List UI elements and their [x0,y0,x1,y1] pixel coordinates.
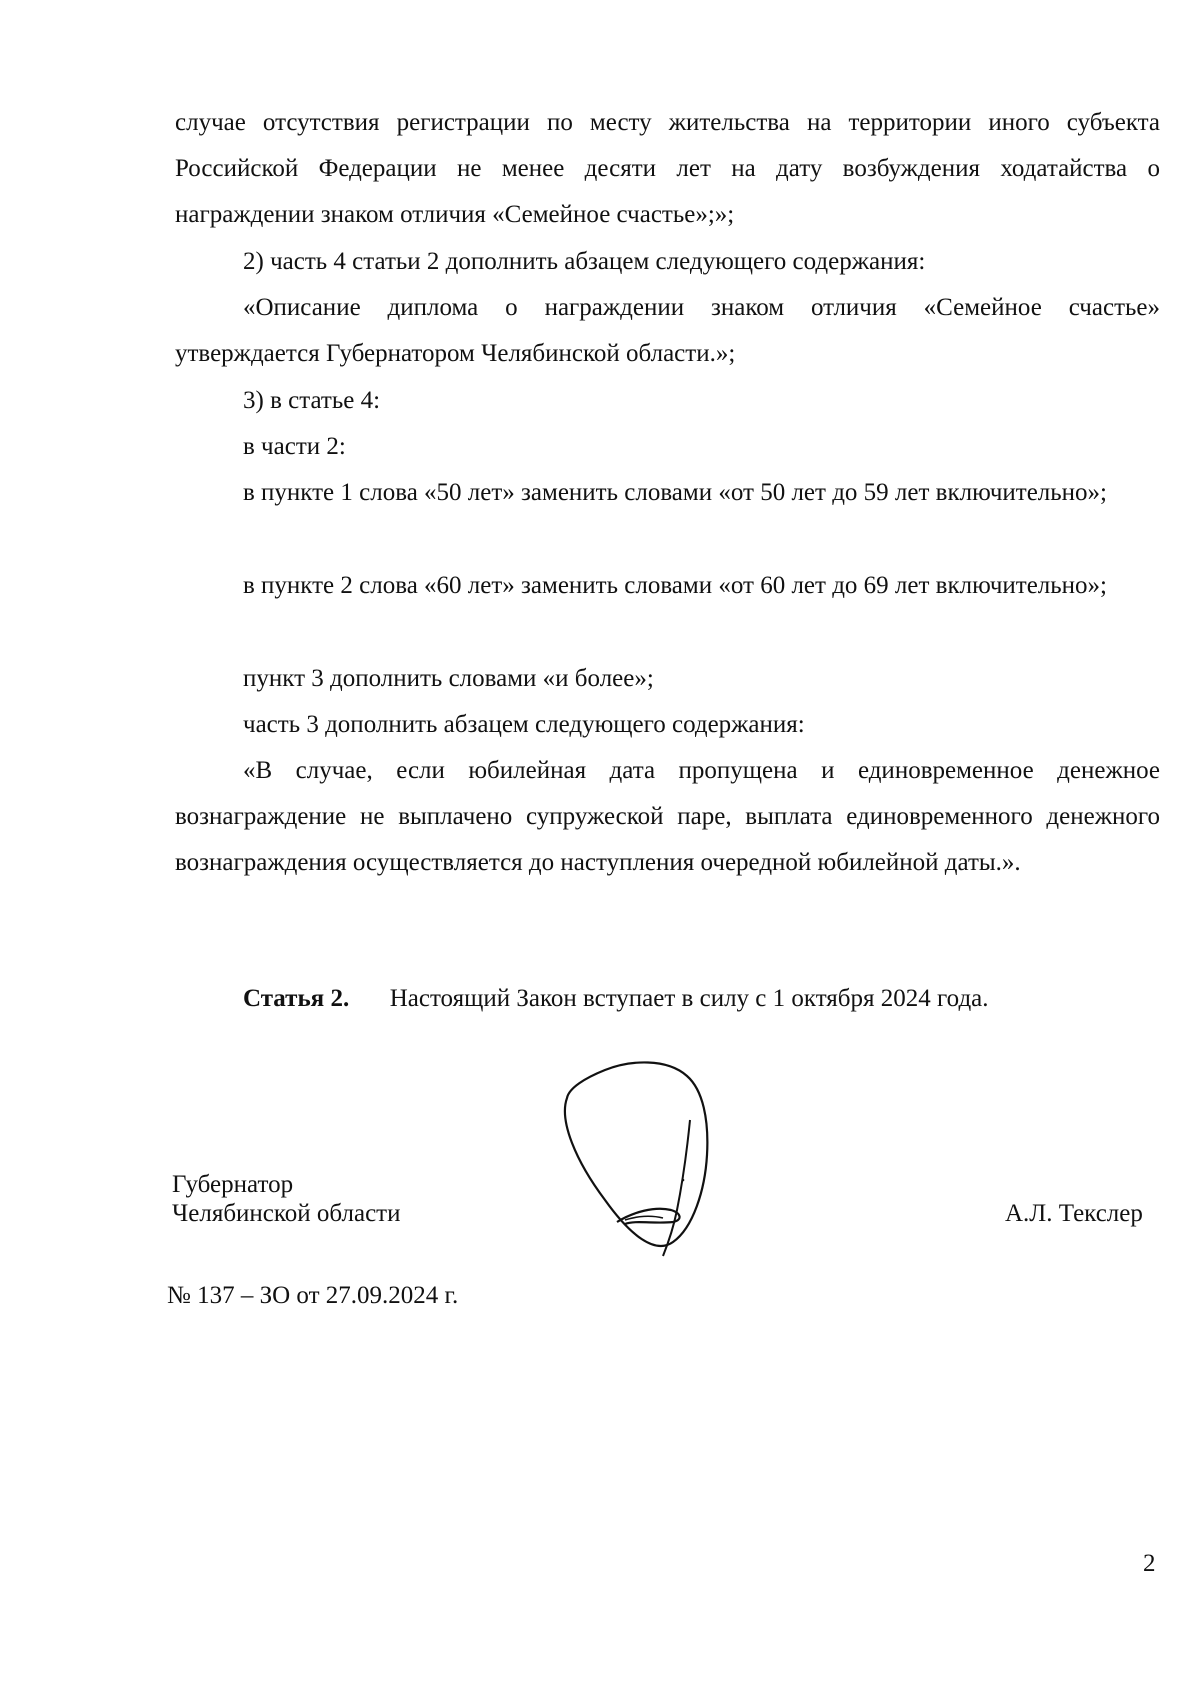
paragraph-diploma-description: «Описание диплома о награждении знаком отличия «Семейное счастье» утверждается Губернатором Челябинской области.»; [175,294,1160,367]
paragraph-item-2: 2) часть 4 статьи 2 дополнить абзацем следующего содержания: [243,248,926,275]
paragraph-part-3: часть 3 дополнить абзацем следующего содержания: [243,711,805,738]
paragraph-residence-condition: случае отсутствия регистрации по месту жительства на территории иного субъекта Российской Федерации не менее десяти лет на дату возбуждения ходатайства о награждении знаком отличия «Семейное счастье»;»; [175,109,1160,228]
paragraph-item-3: 3) в статье 4: [243,387,381,414]
article-2 [243,984,989,1014]
signatory-position-line1: Губернатор [172,1171,294,1198]
article-2-text: Настоящий Закон вступает в силу с 1 октября 2024 года. [389,985,989,1012]
paragraph-point-2: в пункте 2 слова «60 лет» заменить словами «от 60 лет до 69 лет включительно»; [243,572,1107,599]
law-number-and-date: № 137 – ЗО от 27.09.2024 г. [167,1282,459,1309]
paragraph-point-3: пункт 3 дополнить словами «и более»; [243,665,654,692]
paragraph-missed-date: «В случае, если юбилейная дата пропущена и единовременное денежное вознаграждение не выплачено супружеской паре, выплата единовременного денежного вознаграждения осуществляется до наступления очередной юбилейной даты.». [175,757,1160,876]
article-2-label: Статья 2. [243,985,350,1012]
signatory-position-line2: Челябинской области [172,1200,401,1227]
handwritten-signature [555,1050,765,1280]
page-number: 2 [1143,1550,1156,1577]
signatory-name: А.Л. Текслер [1005,1200,1143,1227]
paragraph-part-2: в части 2: [243,433,346,460]
paragraph-point-1: в пункте 1 слова «50 лет» заменить словами «от 50 лет до 59 лет включительно»; [243,479,1107,506]
